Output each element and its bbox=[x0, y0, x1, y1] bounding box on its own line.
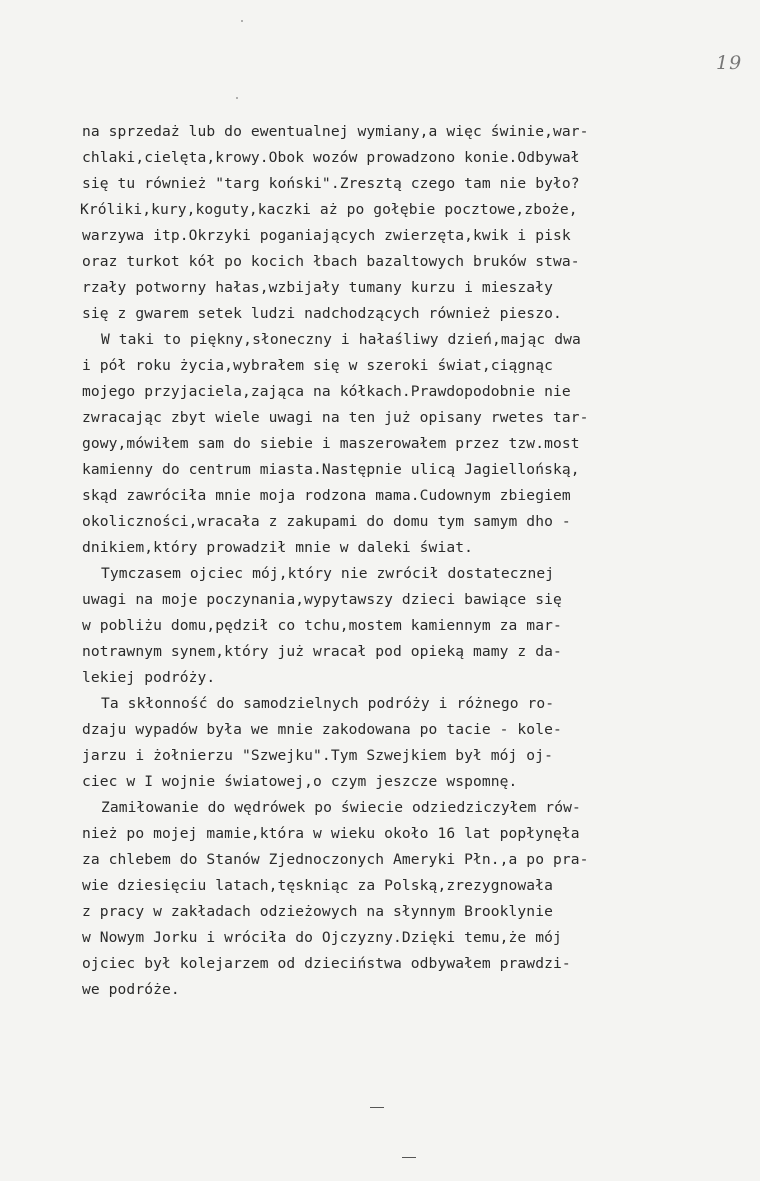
scan-speck bbox=[236, 97, 238, 99]
text-line: Zamiłowanie do wędrówek po świecie odziedziczyłem rów- bbox=[101, 799, 581, 816]
text-line: w pobliżu domu,pędził co tchu,mostem kamiennym za mar- bbox=[82, 617, 562, 634]
text-line: rzały potworny hałas,wzbijały tumany kurzu i mieszały bbox=[82, 279, 553, 296]
text-line: dnikiem,który prowadził mnie w daleki świat. bbox=[82, 539, 473, 556]
text-line: z pracy w zakładach odzieżowych na słynnym Brooklynie bbox=[82, 903, 553, 920]
text-line: kamienny do centrum miasta.Następnie ulicą Jagiellońską, bbox=[82, 461, 580, 478]
typewritten-text-block bbox=[82, 119, 752, 1003]
text-line: ojciec był kolejarzem od dzieciństwa odbywałem prawdzi- bbox=[82, 955, 571, 972]
text-line: zwracając zbyt wiele uwagi na ten już opisany rwetes tar- bbox=[82, 409, 589, 426]
text-line: nież po mojej mamie,która w wieku około 16 lat popłynęła bbox=[82, 825, 580, 842]
page-number: 19 bbox=[716, 52, 743, 74]
text-line: na sprzedaż lub do ewentualnej wymiany,a więc świnie,war- bbox=[82, 123, 589, 140]
scan-speck bbox=[241, 20, 243, 22]
text-line: w Nowym Jorku i wróciła do Ojczyzny.Dzięki temu,że mój bbox=[82, 929, 562, 946]
text-line: lekiej podróży. bbox=[82, 669, 216, 686]
text-line: okoliczności,wracała z zakupami do domu tym samym dho - bbox=[82, 513, 571, 530]
text-line: skąd zawróciła mnie moja rodzona mama.Cudownym zbiegiem bbox=[82, 487, 571, 504]
text-line: we podróże. bbox=[82, 981, 180, 998]
text-line: dzaju wypadów była we mnie zakodowana po tacie - kole- bbox=[82, 721, 562, 738]
text-line: chlaki,cielęta,krowy.Obok wozów prowadzono konie.Odbywał bbox=[82, 149, 580, 166]
text-line: Tymczasem ojciec mój,który nie zwrócił dostatecznej bbox=[101, 565, 555, 582]
footer-dash bbox=[370, 1107, 384, 1108]
text-line: gowy,mówiłem sam do siebie i maszerowałem przez tzw.most bbox=[82, 435, 580, 452]
text-line: uwagi na moje poczynania,wypytawszy dzieci bawiące się bbox=[82, 591, 562, 608]
text-line: się z gwarem setek ludzi nadchodzących również pieszo. bbox=[82, 305, 562, 322]
text-line: wie dziesięciu latach,tęskniąc za Polską,zrezygnowała bbox=[82, 877, 553, 894]
text-line: Ta skłonność do samodzielnych podróży i różnego ro- bbox=[101, 695, 555, 712]
text-line: warzywa itp.Okrzyki poganiających zwierzęta,kwik i pisk bbox=[82, 227, 571, 244]
footer-dash bbox=[402, 1157, 416, 1158]
text-line: oraz turkot kół po kocich łbach bazaltowych bruków stwa- bbox=[82, 253, 580, 270]
text-line: Króliki,kury,koguty,kaczki aż po gołębie pocztowe,zboże, bbox=[80, 201, 578, 218]
text-line: ciec w I wojnie światowej,o czym jeszcze wspomnę. bbox=[82, 773, 518, 790]
text-line: za chlebem do Stanów Zjednoczonych Ameryki Płn.,a po pra- bbox=[82, 851, 589, 868]
text-line: jarzu i żołnierzu "Szwejku".Tym Szwejkiem był mój oj- bbox=[82, 747, 553, 764]
text-line: mojego przyjaciela,zająca na kółkach.Prawdopodobnie nie bbox=[82, 383, 571, 400]
text-line: notrawnym synem,który już wracał pod opieką mamy z da- bbox=[82, 643, 562, 660]
text-line: W taki to piękny,słoneczny i hałaśliwy dzień,mając dwa bbox=[101, 331, 581, 348]
text-line: i pół roku życia,wybrałem się w szeroki świat,ciągnąc bbox=[82, 357, 553, 374]
text-line: się tu również "targ koński".Zresztą czego tam nie było? bbox=[82, 175, 580, 192]
